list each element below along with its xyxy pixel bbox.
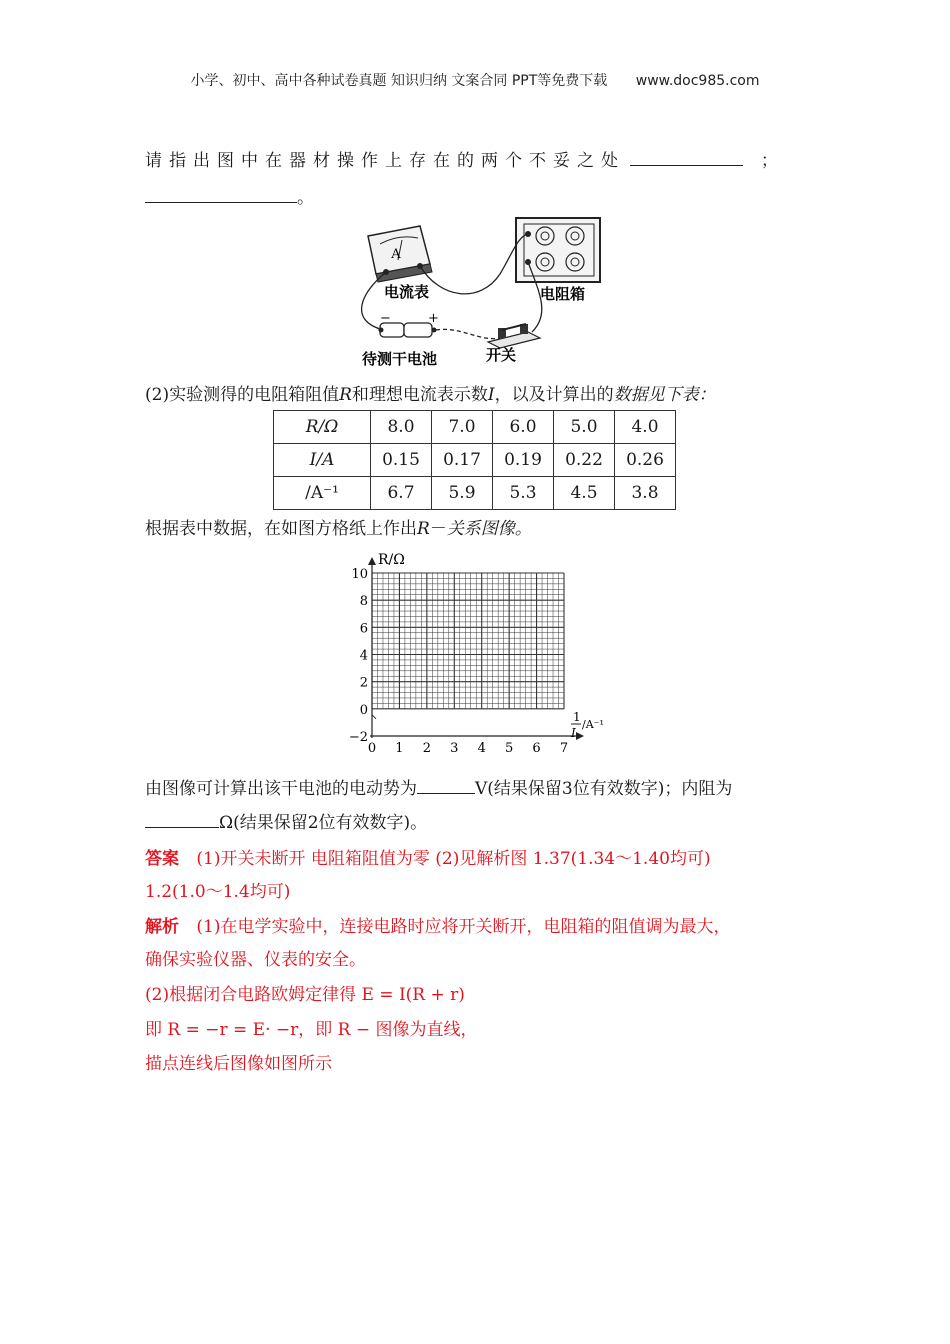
table-cell: 4.5: [554, 477, 615, 510]
row-label-text: I/A: [309, 450, 335, 470]
table-cell: 5.3: [493, 477, 554, 510]
x-tick-label: 1: [395, 741, 404, 756]
graph-paper-chart[interactable]: [330, 548, 620, 760]
question1-line1: [145, 146, 778, 171]
table-row: [274, 477, 676, 510]
table-cell: 4.0: [615, 411, 676, 444]
internal-resistance-question-b: Ω(结果保留2位有效数字)。: [219, 813, 428, 833]
resistance-box-icon: [516, 218, 600, 282]
question2-intro-R: R: [339, 385, 352, 405]
x-tick-label: 4: [477, 741, 486, 756]
resistance-answer-blank[interactable]: [145, 811, 219, 828]
switch-label: 开关: [486, 346, 517, 364]
question1-end: 。: [297, 188, 314, 208]
analysis-line-5: 描点连线后图像如图所示: [145, 1054, 332, 1074]
plot-instruction-a: 根据表中数据，在如图方格纸上作出: [145, 519, 417, 539]
answer-blank-2[interactable]: [145, 186, 297, 203]
x-tick-label: 2: [422, 741, 431, 756]
analysis-line-4: 即 R = −r = E· −r，即 R − 图像为直线，: [145, 1020, 478, 1040]
question2-intro-b: 和理想电流表示数: [351, 385, 488, 405]
analysis-label: 解析: [145, 917, 179, 937]
table-row: [274, 444, 676, 477]
y-axis-arrow-icon: [368, 557, 376, 565]
table-cell: 8.0: [371, 411, 432, 444]
ammeter-symbol: A: [391, 247, 401, 262]
battery-label: 待测干电池: [362, 350, 438, 368]
chart-xlabel-denominator: I: [571, 726, 576, 740]
row-label-text: R/Ω: [305, 417, 339, 437]
answer-text-2: 1.2(1.0～1.4均可): [145, 882, 291, 902]
emf-question-b: V(结果保留3位有效数字)；内阻为: [475, 779, 733, 799]
x-tick-label: 6: [532, 741, 541, 756]
y-tick-label: −2: [348, 730, 368, 745]
chart-xlabel-numerator: 1: [573, 710, 581, 724]
analysis-line-3: (2)根据闭合电路欧姆定律得 E = I(R + r): [145, 985, 465, 1005]
emf-question: [145, 774, 732, 799]
answer-text-1: (1)开关未断开 电阻箱阻值为零 (2)见解析图 1.37(1.34～1.40均可): [196, 849, 711, 869]
chart-xlabel-unit: /A⁻¹: [582, 718, 604, 731]
table-row: [274, 411, 676, 444]
x-axis-arrow-icon: [576, 732, 584, 740]
switch-icon: [488, 324, 540, 348]
question2-intro-d: 数据见下表：: [613, 385, 716, 405]
analysis-line-1: [145, 912, 731, 937]
table-cell: 0.15: [371, 444, 432, 477]
question2-intro-a: (2)实验测得的电阻箱阻值: [145, 385, 340, 405]
question1-line2: [145, 183, 314, 208]
analysis-line-2: 确保实验仪器、仪表的安全。: [145, 950, 366, 970]
chart-ticks: [349, 567, 568, 756]
table-cell: 0.19: [493, 444, 554, 477]
plot-instruction-b: －: [429, 519, 447, 539]
header-text: 小学、初中、高中各种试卷真题 知识归纳 文案合同 PPT等免费下载: [190, 73, 608, 89]
question1-separator: ；: [760, 151, 778, 171]
x-tick-label: 5: [505, 741, 514, 756]
table-cell: 3.8: [615, 477, 676, 510]
header-site: www.doc985.com: [635, 73, 760, 89]
table-cell: 6.7: [371, 477, 432, 510]
emf-answer-blank[interactable]: [417, 777, 475, 794]
ammeter-label: 电流表: [384, 283, 430, 301]
circuit-diagram: [340, 214, 610, 374]
resistance-box-label: 电阻箱: [540, 285, 586, 303]
table-row-label: /A⁻¹: [274, 477, 371, 510]
y-tick-label: 8: [359, 594, 368, 610]
table-cell: 0.22: [554, 444, 615, 477]
y-tick-label: 6: [359, 621, 368, 637]
internal-resistance-question: [145, 808, 427, 833]
battery-minus: −: [380, 311, 391, 326]
answer-line-2: [145, 877, 290, 902]
axis-break-mark: [372, 715, 376, 719]
answer-line-1: [145, 844, 711, 869]
y-tick-label: 4: [359, 648, 368, 664]
data-table: [273, 410, 676, 510]
plot-instruction-R: R: [417, 519, 430, 539]
table-cell: 6.0: [493, 411, 554, 444]
emf-question-a: 由图像可计算出该干电池的电动势为: [145, 779, 417, 799]
answer-label: 答案: [145, 849, 179, 869]
analysis-text-1: (1)在电学实验中，连接电路时应将开关断开，电阻箱的阻值调为最大，: [196, 917, 731, 937]
plot-instruction-c: 关系图像。: [446, 519, 532, 539]
battery-plus: +: [428, 311, 439, 326]
chart-grid: [372, 573, 564, 709]
x-tick-label: 0: [367, 741, 377, 756]
plot-instruction: [145, 514, 532, 539]
y-tick-label: 2: [359, 675, 368, 691]
table-row-label: [274, 444, 371, 477]
table-row-label: [274, 411, 371, 444]
table-cell: 0.17: [432, 444, 493, 477]
question2-intro: [145, 380, 716, 405]
question2-intro-c: ，以及计算出的: [494, 385, 614, 405]
answer-blank-1[interactable]: [630, 149, 743, 166]
table-cell: 0.26: [615, 444, 676, 477]
y-tick-label: 10: [351, 567, 368, 582]
x-tick-label: 3: [450, 741, 459, 756]
y-tick-label: 0: [359, 702, 368, 718]
table-cell: 5.9: [432, 477, 493, 510]
question1-prompt: 请指出图中在器材操作上存在的两个不妥之处: [145, 151, 625, 171]
question2-intro-I: I: [487, 385, 495, 405]
x-tick-label: 7: [559, 741, 569, 756]
page-header: [0, 70, 950, 90]
table-cell: 5.0: [554, 411, 615, 444]
table-cell: 7.0: [432, 411, 493, 444]
chart-ylabel: R/Ω: [378, 552, 405, 568]
